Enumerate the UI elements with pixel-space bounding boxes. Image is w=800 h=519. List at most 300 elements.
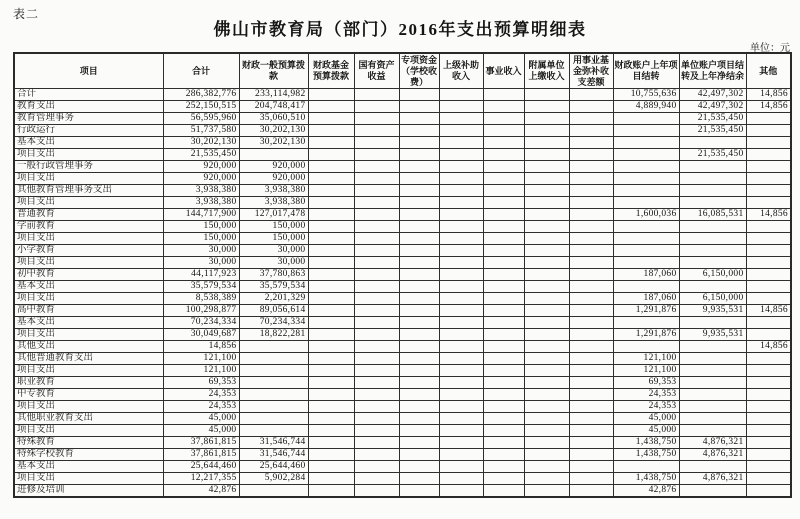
value-cell [439, 173, 483, 185]
value-cell: 42,497,302 [679, 89, 746, 101]
value-cell: 4,876,321 [679, 437, 746, 449]
value-cell [354, 185, 399, 197]
item-cell: 行政运行 [14, 125, 163, 137]
value-cell [308, 257, 354, 269]
value-cell: 12,217,355 [163, 473, 239, 485]
value-cell [308, 377, 354, 389]
value-cell [524, 317, 569, 329]
value-cell [354, 173, 399, 185]
value-cell [483, 317, 524, 329]
value-cell [239, 425, 308, 437]
value-cell [354, 197, 399, 209]
item-cell: 合计 [14, 89, 163, 101]
table-row [14, 425, 791, 437]
value-cell [613, 461, 679, 473]
value-cell [483, 305, 524, 317]
value-cell [524, 185, 569, 197]
value-cell [524, 149, 569, 161]
item-cell: 项目支出 [14, 425, 163, 437]
value-cell [569, 437, 613, 449]
value-cell [483, 209, 524, 221]
table-row [14, 269, 791, 281]
item-cell: 项目支出 [14, 149, 163, 161]
table-row [14, 485, 791, 498]
value-cell [569, 341, 613, 353]
value-cell: 31,546,744 [239, 449, 308, 461]
value-cell [439, 365, 483, 377]
value-cell: 42,497,302 [679, 101, 746, 113]
value-cell [399, 461, 439, 473]
item-cell: 基本支出 [14, 137, 163, 149]
table-row [14, 413, 791, 425]
value-cell [613, 161, 679, 173]
item-cell: 职业教育 [14, 377, 163, 389]
value-cell [439, 413, 483, 425]
value-cell [613, 317, 679, 329]
value-cell [354, 245, 399, 257]
value-cell [746, 365, 791, 377]
value-cell [569, 281, 613, 293]
value-cell [524, 209, 569, 221]
value-cell: 89,056,614 [239, 305, 308, 317]
value-cell [569, 473, 613, 485]
item-cell: 高中教育 [14, 305, 163, 317]
value-cell: 100,298,877 [163, 305, 239, 317]
value-cell [483, 137, 524, 149]
value-cell [746, 401, 791, 413]
value-cell [746, 425, 791, 437]
value-cell [354, 101, 399, 113]
table-row [14, 305, 791, 317]
value-cell: 37,861,815 [163, 437, 239, 449]
value-cell: 37,780,863 [239, 269, 308, 281]
value-cell: 4,876,321 [679, 473, 746, 485]
value-cell [569, 413, 613, 425]
value-cell [239, 149, 308, 161]
value-cell [239, 401, 308, 413]
table-row [14, 245, 791, 257]
value-cell [399, 137, 439, 149]
value-cell [613, 221, 679, 233]
value-cell [399, 281, 439, 293]
value-cell: 30,000 [239, 257, 308, 269]
value-cell [524, 365, 569, 377]
value-cell [399, 197, 439, 209]
value-cell [399, 413, 439, 425]
value-cell: 45,000 [613, 413, 679, 425]
value-cell [439, 485, 483, 498]
value-cell [746, 125, 791, 137]
value-cell: 35,579,534 [239, 281, 308, 293]
value-cell [524, 353, 569, 365]
item-cell: 其他支出 [14, 341, 163, 353]
value-cell [399, 257, 439, 269]
value-cell [746, 449, 791, 461]
value-cell [354, 221, 399, 233]
value-cell [746, 461, 791, 473]
value-cell: 286,382,776 [163, 89, 239, 101]
value-cell [569, 149, 613, 161]
value-cell [569, 305, 613, 317]
value-cell [569, 185, 613, 197]
table-row [14, 389, 791, 401]
value-cell [524, 485, 569, 498]
column-header-8: 附属单位上缴收入 [524, 53, 569, 89]
column-header-9: 用事业基金弥补收支差额 [569, 53, 613, 89]
value-cell [524, 257, 569, 269]
value-cell: 3,938,380 [239, 185, 308, 197]
value-cell [354, 317, 399, 329]
value-cell [524, 461, 569, 473]
value-cell [439, 377, 483, 389]
item-cell: 其他教育管理事务支出 [14, 185, 163, 197]
value-cell [399, 209, 439, 221]
value-cell: 233,114,982 [239, 89, 308, 101]
value-cell [483, 257, 524, 269]
item-cell: 项目支出 [14, 197, 163, 209]
value-cell [483, 473, 524, 485]
table-row [14, 161, 791, 173]
column-header-11: 单位账户项目结转及上年净结余 [679, 53, 746, 89]
value-cell [569, 101, 613, 113]
value-cell: 1,438,750 [613, 437, 679, 449]
value-cell [569, 389, 613, 401]
value-cell [439, 317, 483, 329]
value-cell [354, 425, 399, 437]
value-cell [439, 245, 483, 257]
value-cell [308, 197, 354, 209]
column-header-0: 项目 [14, 53, 163, 89]
value-cell [239, 413, 308, 425]
value-cell [524, 389, 569, 401]
value-cell [354, 293, 399, 305]
table-row [14, 329, 791, 341]
value-cell [613, 341, 679, 353]
value-cell [483, 341, 524, 353]
value-cell: 1,600,036 [613, 209, 679, 221]
value-cell [569, 485, 613, 498]
value-cell [354, 449, 399, 461]
value-cell [679, 185, 746, 197]
value-cell [524, 245, 569, 257]
value-cell: 252,150,515 [163, 101, 239, 113]
value-cell [308, 137, 354, 149]
value-cell: 3,938,380 [163, 197, 239, 209]
value-cell [439, 269, 483, 281]
item-cell: 教育支出 [14, 101, 163, 113]
value-cell [354, 437, 399, 449]
value-cell [399, 389, 439, 401]
value-cell [524, 425, 569, 437]
value-cell [746, 389, 791, 401]
value-cell [308, 173, 354, 185]
value-cell [354, 233, 399, 245]
value-cell [483, 161, 524, 173]
value-cell [679, 137, 746, 149]
column-header-10: 财政账户上年项目结转 [613, 53, 679, 89]
value-cell [679, 161, 746, 173]
value-cell [746, 353, 791, 365]
value-cell [439, 329, 483, 341]
value-cell [483, 89, 524, 101]
value-cell [483, 413, 524, 425]
value-cell [483, 425, 524, 437]
value-cell: 150,000 [163, 233, 239, 245]
value-cell [308, 389, 354, 401]
table-row [14, 461, 791, 473]
table-row [14, 401, 791, 413]
value-cell [679, 257, 746, 269]
value-cell [354, 209, 399, 221]
value-cell [746, 233, 791, 245]
value-cell: 920,000 [163, 161, 239, 173]
value-cell [483, 329, 524, 341]
value-cell: 45,000 [163, 425, 239, 437]
value-cell [483, 461, 524, 473]
value-cell [308, 293, 354, 305]
value-cell [354, 401, 399, 413]
value-cell: 21,535,450 [679, 149, 746, 161]
column-header-5: 专项资金（学校收费） [399, 53, 439, 89]
table-row [14, 113, 791, 125]
value-cell [354, 473, 399, 485]
value-cell [399, 221, 439, 233]
value-cell [239, 365, 308, 377]
value-cell [746, 257, 791, 269]
item-cell: 项目支出 [14, 257, 163, 269]
value-cell [308, 329, 354, 341]
value-cell: 30,000 [163, 245, 239, 257]
value-cell [569, 233, 613, 245]
value-cell: 70,234,334 [239, 317, 308, 329]
value-cell [524, 341, 569, 353]
item-cell: 普通教育 [14, 209, 163, 221]
value-cell [569, 365, 613, 377]
value-cell [439, 161, 483, 173]
value-cell [746, 245, 791, 257]
value-cell [354, 161, 399, 173]
item-cell: 学前教育 [14, 221, 163, 233]
value-cell [679, 401, 746, 413]
value-cell [746, 173, 791, 185]
value-cell: 920,000 [239, 161, 308, 173]
value-cell: 45,000 [613, 425, 679, 437]
value-cell [399, 173, 439, 185]
value-cell [354, 125, 399, 137]
value-cell [399, 161, 439, 173]
value-cell: 187,060 [613, 269, 679, 281]
value-cell [439, 137, 483, 149]
value-cell: 42,876 [613, 485, 679, 498]
table-header-row [14, 53, 791, 89]
value-cell [483, 389, 524, 401]
value-cell: 2,201,329 [239, 293, 308, 305]
value-cell [439, 425, 483, 437]
value-cell [483, 245, 524, 257]
value-cell: 9,935,531 [679, 329, 746, 341]
value-cell: 150,000 [239, 221, 308, 233]
value-cell [679, 365, 746, 377]
value-cell [308, 425, 354, 437]
value-cell [746, 197, 791, 209]
value-cell [439, 89, 483, 101]
value-cell [746, 269, 791, 281]
value-cell [524, 473, 569, 485]
value-cell [239, 341, 308, 353]
value-cell [746, 185, 791, 197]
table-row [14, 89, 791, 101]
item-cell: 一般行政管理事务 [14, 161, 163, 173]
value-cell [524, 401, 569, 413]
value-cell: 45,000 [163, 413, 239, 425]
value-cell [613, 197, 679, 209]
value-cell [483, 185, 524, 197]
value-cell [399, 365, 439, 377]
value-cell: 121,100 [163, 365, 239, 377]
value-cell [679, 413, 746, 425]
value-cell: 6,150,000 [679, 269, 746, 281]
value-cell [483, 365, 524, 377]
value-cell [399, 341, 439, 353]
value-cell [679, 233, 746, 245]
value-cell: 30,049,687 [163, 329, 239, 341]
value-cell [399, 113, 439, 125]
value-cell [354, 137, 399, 149]
value-cell: 24,353 [163, 389, 239, 401]
value-cell [746, 149, 791, 161]
value-cell: 44,117,923 [163, 269, 239, 281]
value-cell [308, 413, 354, 425]
value-cell [399, 449, 439, 461]
value-cell [308, 353, 354, 365]
item-cell: 项目支出 [14, 233, 163, 245]
value-cell: 35,579,534 [163, 281, 239, 293]
table-row [14, 437, 791, 449]
item-cell: 项目支出 [14, 401, 163, 413]
value-cell: 69,353 [613, 377, 679, 389]
value-cell [483, 377, 524, 389]
value-cell: 187,060 [613, 293, 679, 305]
value-cell [524, 269, 569, 281]
value-cell [308, 305, 354, 317]
value-cell [483, 449, 524, 461]
item-cell: 项目支出 [14, 365, 163, 377]
value-cell [399, 317, 439, 329]
value-cell [613, 125, 679, 137]
table-row [14, 449, 791, 461]
column-header-3: 财政基金预算拨款 [308, 53, 354, 89]
value-cell: 14,856 [746, 89, 791, 101]
column-header-12: 其他 [746, 53, 791, 89]
value-cell: 21,535,450 [163, 149, 239, 161]
value-cell [483, 173, 524, 185]
value-cell [439, 449, 483, 461]
value-cell [439, 113, 483, 125]
value-cell [483, 101, 524, 113]
value-cell [308, 89, 354, 101]
value-cell [399, 425, 439, 437]
value-cell [746, 281, 791, 293]
value-cell: 30,000 [163, 257, 239, 269]
value-cell [308, 317, 354, 329]
column-header-6: 上级补助收入 [439, 53, 483, 89]
value-cell [679, 197, 746, 209]
value-cell [399, 149, 439, 161]
value-cell [679, 317, 746, 329]
value-cell [308, 185, 354, 197]
value-cell [613, 257, 679, 269]
value-cell [483, 269, 524, 281]
value-cell [613, 137, 679, 149]
value-cell: 4,876,321 [679, 449, 746, 461]
value-cell [569, 197, 613, 209]
value-cell [399, 437, 439, 449]
value-cell [354, 89, 399, 101]
value-cell [439, 473, 483, 485]
item-cell: 项目支出 [14, 173, 163, 185]
value-cell [239, 377, 308, 389]
value-cell: 920,000 [239, 173, 308, 185]
value-cell [308, 101, 354, 113]
value-cell [308, 401, 354, 413]
value-cell: 18,822,281 [239, 329, 308, 341]
value-cell [439, 401, 483, 413]
value-cell [679, 485, 746, 498]
value-cell [354, 341, 399, 353]
value-cell: 25,644,460 [163, 461, 239, 473]
item-cell: 基本支出 [14, 461, 163, 473]
value-cell [524, 329, 569, 341]
value-cell [439, 305, 483, 317]
value-cell [613, 185, 679, 197]
value-cell [439, 209, 483, 221]
value-cell: 204,748,417 [239, 101, 308, 113]
value-cell [439, 341, 483, 353]
value-cell [679, 221, 746, 233]
value-cell: 30,202,130 [239, 137, 308, 149]
value-cell [439, 257, 483, 269]
item-cell: 进修及培训 [14, 485, 163, 498]
table-row [14, 281, 791, 293]
value-cell [679, 461, 746, 473]
value-cell [524, 233, 569, 245]
table-row [14, 185, 791, 197]
value-cell: 121,100 [613, 353, 679, 365]
value-cell [679, 341, 746, 353]
table-row [14, 233, 791, 245]
value-cell [308, 461, 354, 473]
value-cell [524, 101, 569, 113]
value-cell [439, 353, 483, 365]
value-cell [569, 89, 613, 101]
value-cell [483, 293, 524, 305]
value-cell: 56,595,960 [163, 113, 239, 125]
value-cell [746, 329, 791, 341]
value-cell [483, 125, 524, 137]
value-cell [439, 101, 483, 113]
value-cell [399, 401, 439, 413]
value-cell [354, 389, 399, 401]
value-cell [239, 389, 308, 401]
value-cell [308, 161, 354, 173]
value-cell [746, 377, 791, 389]
value-cell [483, 401, 524, 413]
table-row [14, 209, 791, 221]
value-cell [524, 293, 569, 305]
value-cell [483, 197, 524, 209]
column-header-2: 财政一般预算拨款 [239, 53, 308, 89]
value-cell [308, 221, 354, 233]
